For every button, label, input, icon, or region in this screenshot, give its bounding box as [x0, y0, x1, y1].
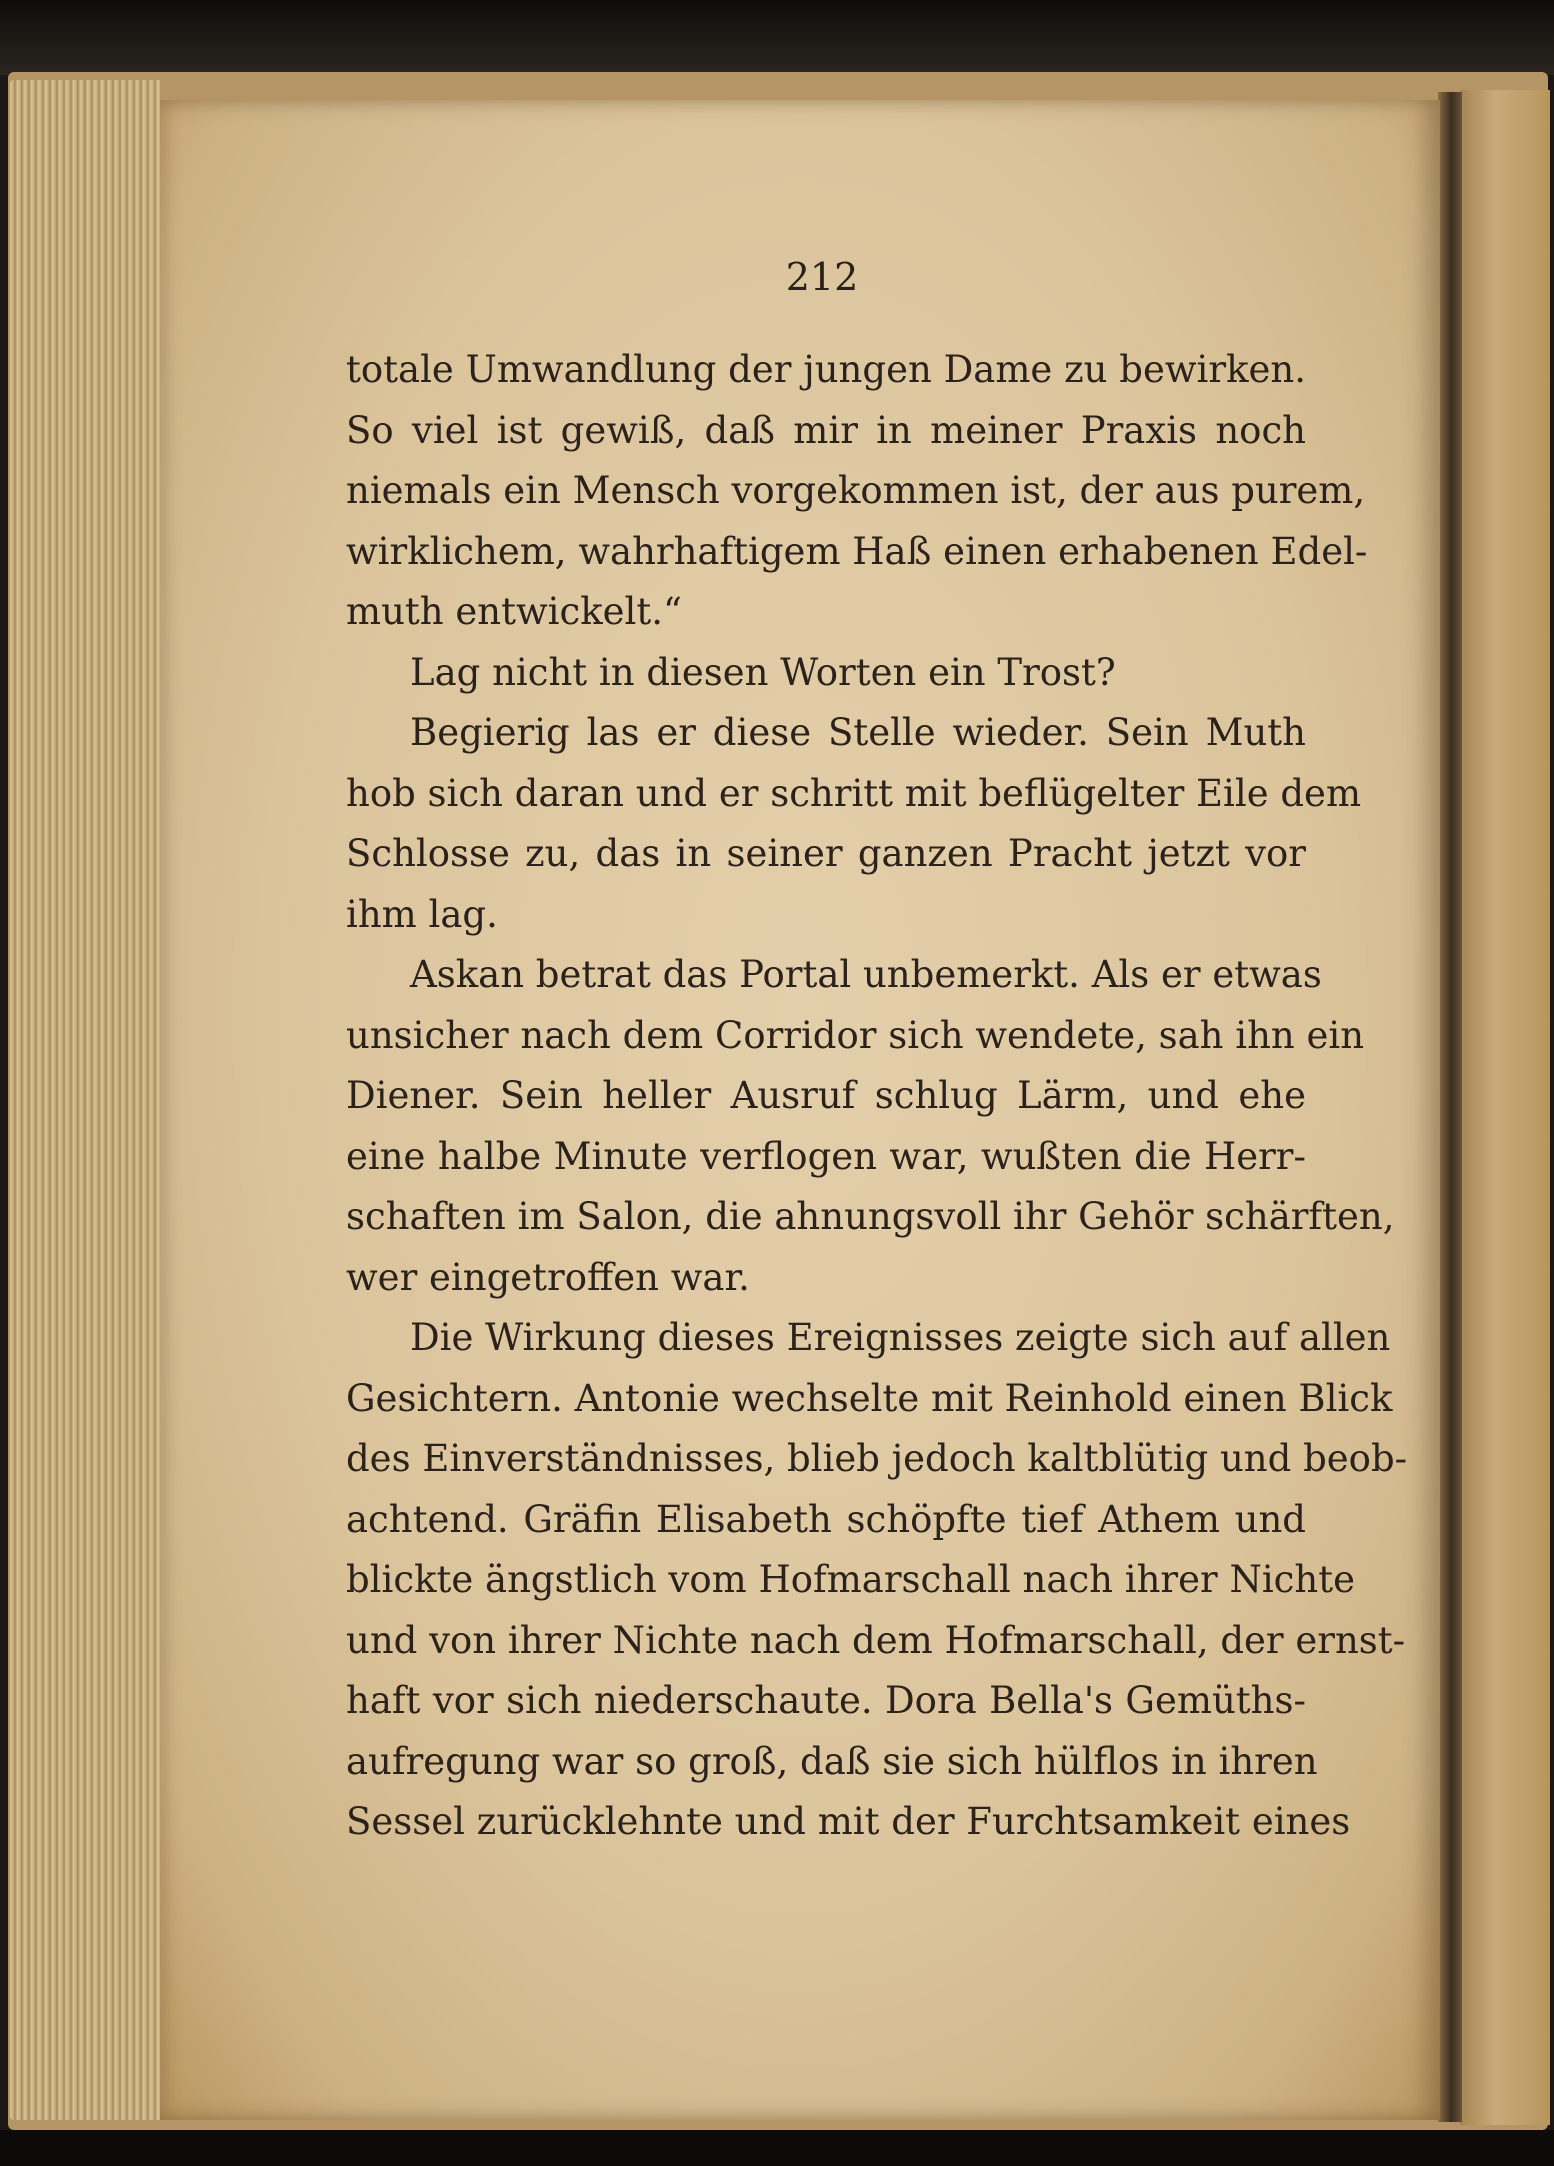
text-line: unsicher nach dem Corridor sich wendete, sah ihn ein	[346, 1013, 1365, 1057]
text-line: Begierig las er diese Stelle wieder. Sein Muth	[410, 711, 1306, 754]
page-edges	[10, 80, 160, 2120]
text-line: Lag nicht in diesen Worten ein Trost?	[410, 650, 1116, 694]
text-line: niemals ein Mensch vorgekommen ist, der aus purem,	[346, 469, 1366, 512]
text-line: Diener. Sein heller Ausruf schlug Lärm, und ehe	[346, 1074, 1306, 1117]
text-line: eine halbe Minute verflogen war, wußten die Herr-	[346, 1134, 1306, 1178]
book-cover-bottom	[0, 2130, 1554, 2166]
text-line: blickte ängstlich vom Hofmarschall nach ihrer Nichte	[346, 1558, 1355, 1601]
page-number: 212	[785, 255, 859, 299]
text-line: ihm lag.	[346, 892, 498, 936]
text-line: Die Wirkung dieses Ereignisses zeigte sich auf allen	[410, 1316, 1391, 1359]
text-line: schaften im Salon, die ahnungsvoll ihr Gehör schärften,	[346, 1195, 1395, 1238]
book-gutter	[1438, 92, 1462, 2122]
text-line: wirklichem, wahrhaftigem Haß einen erhabenen Edel-	[346, 529, 1368, 573]
facing-page	[1460, 90, 1550, 2125]
text-line: wer eingetroffen war.	[346, 1255, 750, 1299]
text-line: und von ihrer Nichte nach dem Hofmarschall, der ernst-	[346, 1618, 1406, 1662]
text-line: Gesichtern. Antonie wechselte mit Reinhold einen Blick	[346, 1376, 1393, 1420]
book-cover-top	[0, 0, 1554, 75]
text-line: hob sich daran und er schritt mit beflügelter Eile dem	[346, 771, 1362, 815]
text-line: totale Umwandlung der jungen Dame zu bewirken.	[346, 348, 1306, 391]
text-line: aufregung war so groß, daß sie sich hülflos in ihren	[346, 1739, 1318, 1783]
text-line: haft vor sich niederschaute. Dora Bella's Gemüths-	[346, 1679, 1306, 1722]
text-line: Askan betrat das Portal unbemerkt. Als er etwas	[410, 953, 1322, 996]
text-line: des Einverständnisses, blieb jedoch kaltblütig und beob-	[346, 1437, 1408, 1480]
text-line: Sessel zurücklehnte und mit der Furchtsamkeit eines	[346, 1800, 1351, 1843]
text-line: achtend. Gräfin Elisabeth schöpfte tief Athem und	[346, 1497, 1306, 1541]
text-line: So viel ist gewiß, daß mir in meiner Praxis noch	[346, 408, 1306, 452]
text-line: muth entwickelt.“	[346, 590, 682, 633]
body-text	[346, 340, 1408, 1853]
text-line: Schlosse zu, das in seiner ganzen Pracht jetzt vor	[346, 832, 1306, 875]
